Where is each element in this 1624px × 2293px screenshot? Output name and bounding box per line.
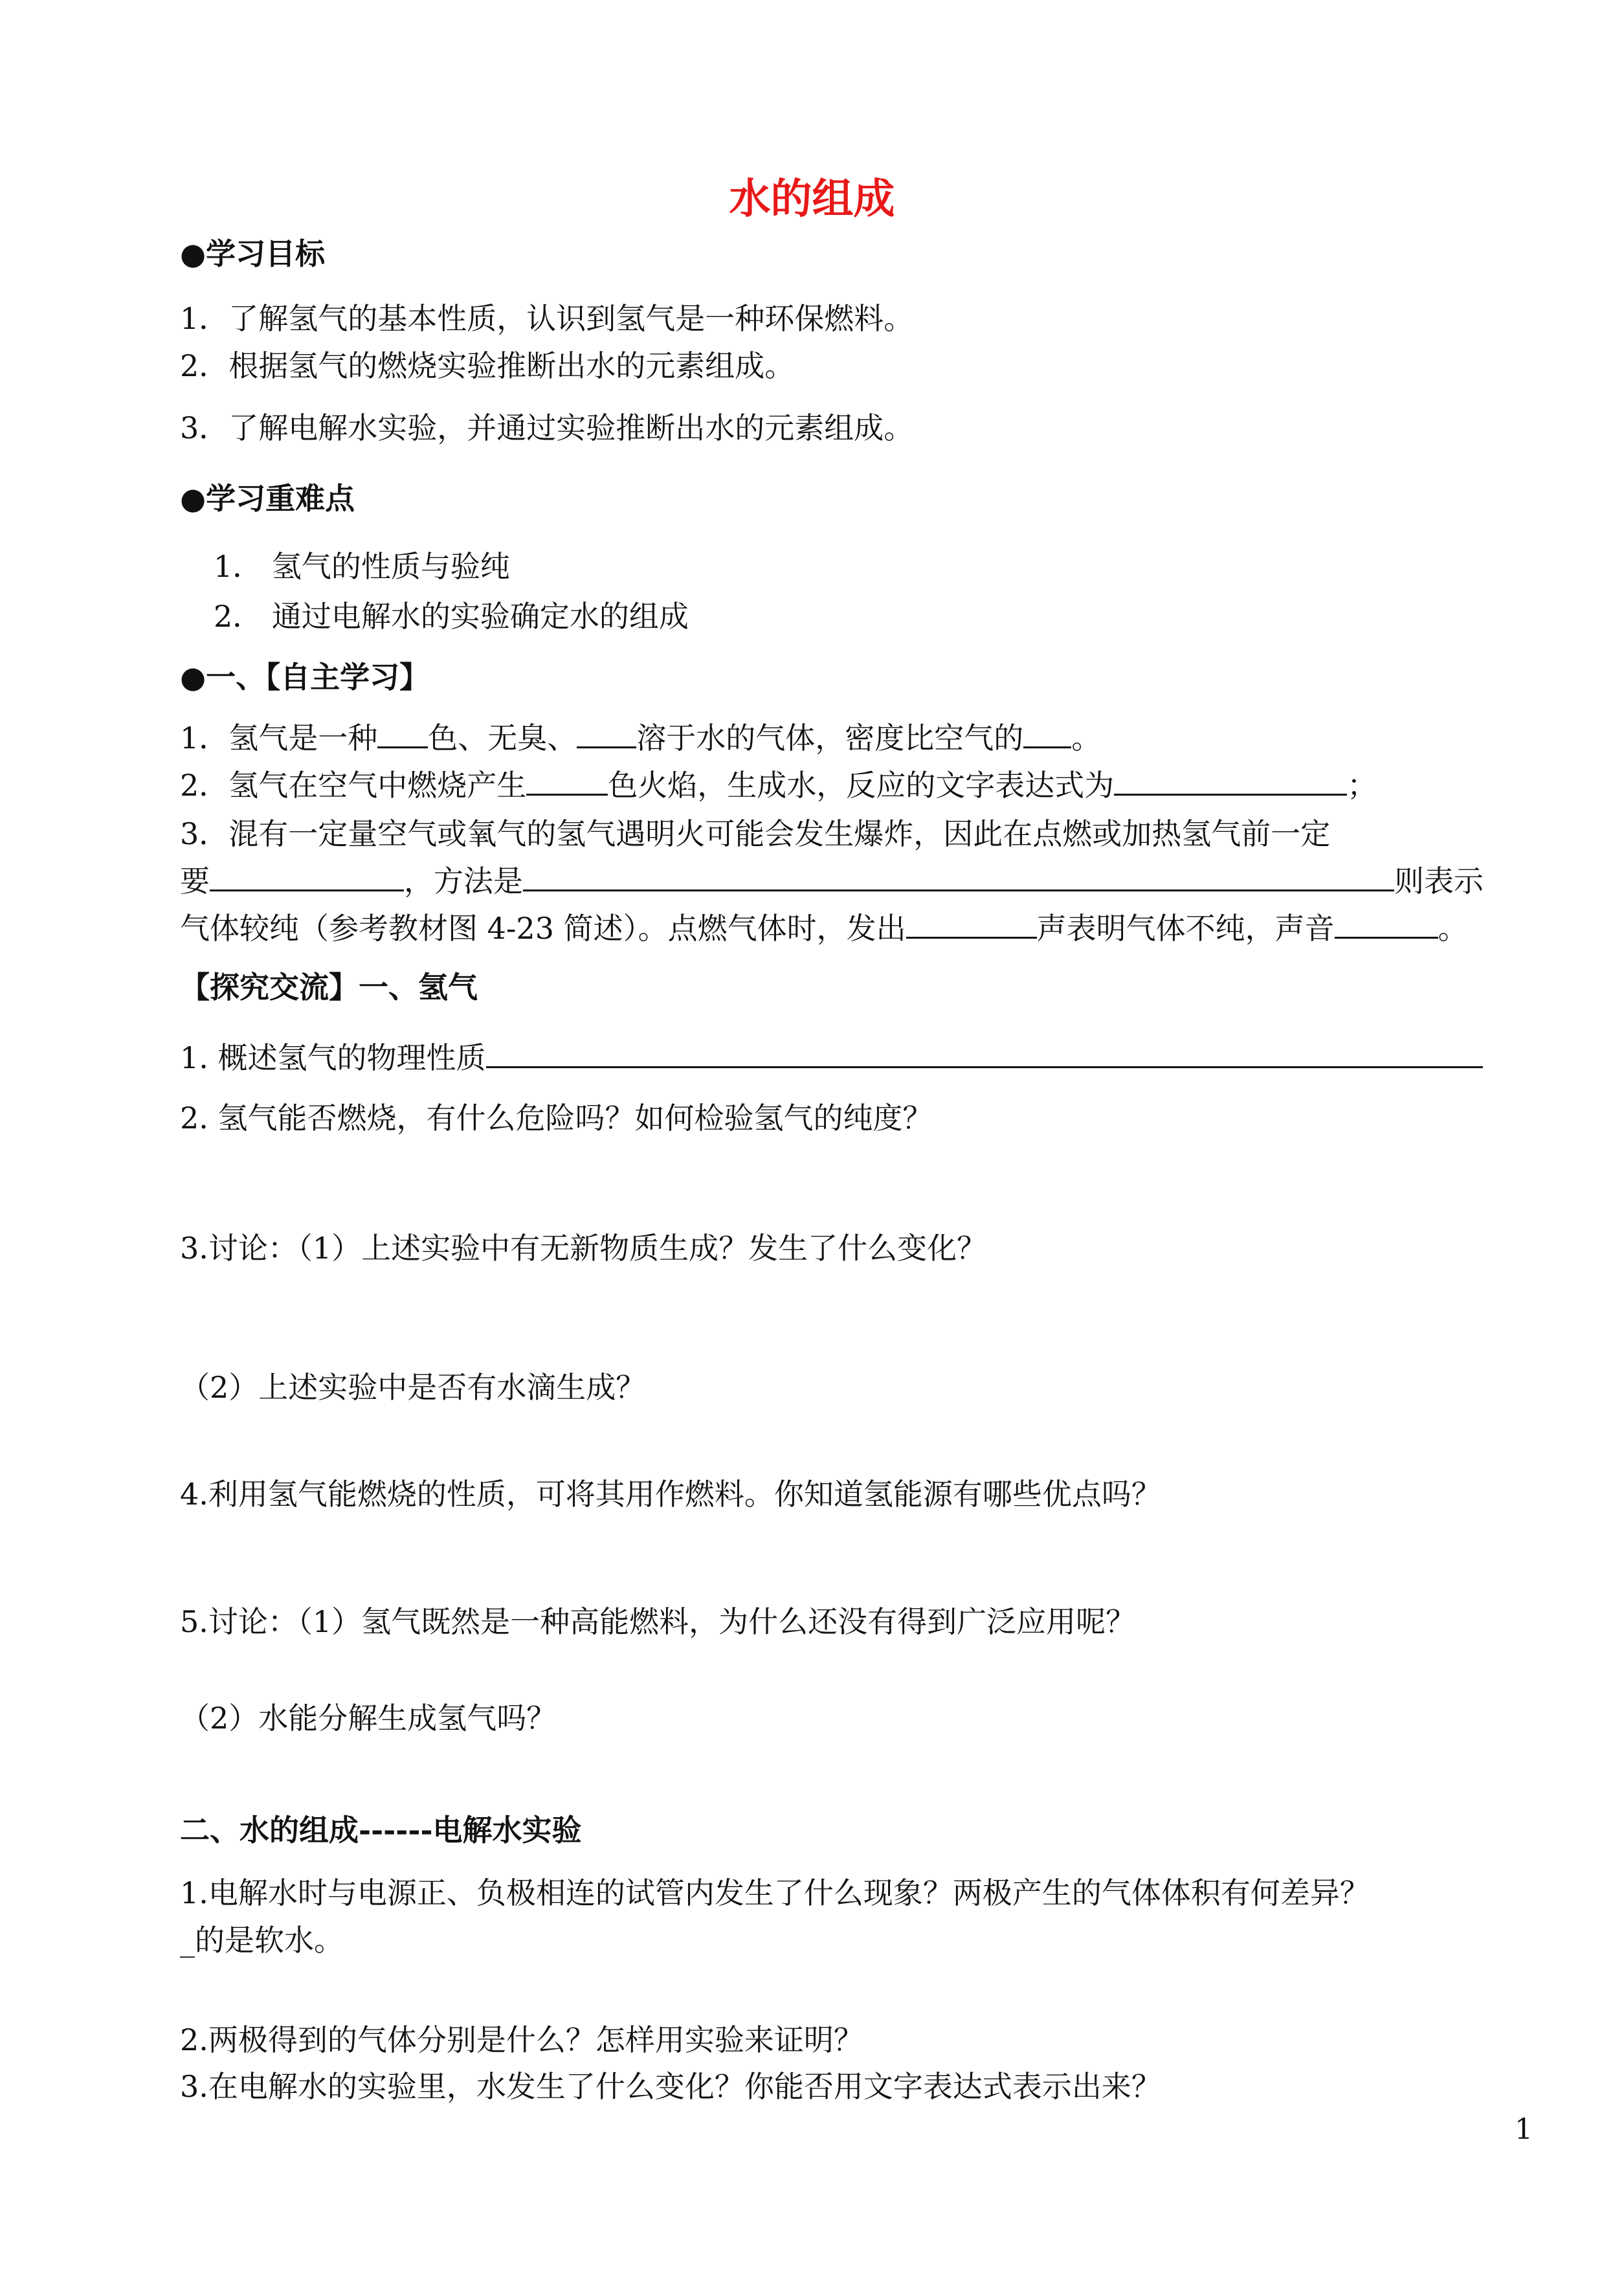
electrolysis-q2: 2.两极得到的气体分别是什么？怎样用实验来证明？ bbox=[180, 2022, 863, 2057]
electrolysis-q3: 3.在电解水的实验里，水发生了什么变化？你能否用文字表达式表示出来？ bbox=[180, 2069, 1161, 2104]
goal-item-3: 3．了解电解水实验，并通过实验推断出水的元素组成。 bbox=[180, 410, 914, 445]
q2-blank-word-equation[interactable] bbox=[1114, 766, 1347, 796]
q3-text-c: 则表示 bbox=[1394, 864, 1484, 899]
explore-q1-blank[interactable] bbox=[486, 1039, 1483, 1068]
self-study-q1 bbox=[180, 719, 1101, 757]
goals-heading: ●学习目标 bbox=[180, 236, 326, 271]
explore-q2: 2. 氢气能否燃烧，有什么危险吗？如何检验氢气的纯度？ bbox=[180, 1101, 933, 1135]
q2-text-a: 2．氢气在空气中燃烧产生 bbox=[180, 768, 527, 803]
goal-item-2: 2．根据氢气的燃烧实验推断出水的元素组成。 bbox=[180, 348, 795, 383]
keypoint-item-2: 2． 通过电解水的实验确定水的组成 bbox=[214, 599, 689, 634]
self-study-q2 bbox=[180, 766, 1377, 805]
q1-text-a: 1．氢气是一种 bbox=[180, 721, 378, 755]
page-title: 水的组成 bbox=[729, 175, 895, 223]
q2-text-c: ； bbox=[1347, 768, 1377, 803]
self-study-q3-line2 bbox=[180, 862, 1484, 900]
q3-blank-sound-impure[interactable] bbox=[906, 910, 1037, 939]
explore-q4: 4.利用氢气能燃烧的性质，可将其用作燃料。你知道氢能源有哪些优点吗？ bbox=[180, 1477, 1161, 1512]
q3-text-f: 。 bbox=[1438, 911, 1468, 946]
q3-text-e: 声表明气体不纯，声音 bbox=[1036, 911, 1335, 946]
q3-blank-purity-check[interactable] bbox=[210, 862, 404, 891]
electrolysis-q1: 1.电解水时与电源正、负极相连的试管内发生了什么现象？两极产生的气体体积有何差异？ bbox=[180, 1875, 1370, 1910]
q1-text-d: 。 bbox=[1071, 721, 1102, 755]
q3-blank-sound[interactable] bbox=[1335, 910, 1438, 939]
q1-blank-density[interactable] bbox=[1023, 719, 1071, 748]
explore-heading: 【探究交流】一、氢气 bbox=[180, 970, 478, 1005]
explore-q3: 3.讨论：（1）上述实验中有无新物质生成？发生了什么变化？ bbox=[180, 1231, 987, 1266]
q3-text-a: 要 bbox=[180, 864, 210, 899]
explore-q5b: （2）水能分解生成氢气吗？ bbox=[180, 1701, 557, 1736]
q2-text-b: 色火焰，生成水，反应的文字表达式为 bbox=[608, 768, 1115, 803]
explore-q1 bbox=[180, 1038, 1483, 1077]
page-number: 1 bbox=[1515, 2113, 1533, 2146]
q1-text-b: 色、无臭、 bbox=[428, 721, 577, 755]
electrolysis-heading: 二、水的组成------电解水实验 bbox=[180, 1813, 582, 1848]
q3-text-d: 气体较纯（参考教材图 4-23 简述）。点燃气体时，发出 bbox=[180, 911, 906, 946]
q3-blank-method[interactable] bbox=[523, 862, 1394, 891]
goal-item-1: 1．了解氢气的基本性质，认识到氢气是一种环保燃料。 bbox=[180, 301, 914, 336]
q1-blank-color[interactable] bbox=[377, 719, 428, 748]
q3-text-b: ，方法是 bbox=[404, 864, 523, 899]
self-study-heading: ●一、【自主学习】 bbox=[180, 660, 430, 695]
keypoints-heading: ●学习重难点 bbox=[180, 481, 355, 516]
explore-q3b: （2）上述实验中是否有水滴生成？ bbox=[180, 1370, 646, 1405]
self-study-q3-line1: 3．混有一定量空气或氧气的氢气遇明火可能会发生爆炸，因此在点燃或加热氢气前一定 bbox=[180, 816, 1331, 851]
explore-q1-text: 1. 概述氢气的物理性质 bbox=[180, 1040, 486, 1075]
explore-q5: 5.讨论：（1）氢气既然是一种高能燃料，为什么还没有得到广泛应用呢？ bbox=[180, 1604, 1136, 1639]
electrolysis-q1b: _的是软水。 bbox=[180, 1923, 344, 1958]
keypoint-item-1: 1． 氢气的性质与验纯 bbox=[214, 549, 510, 584]
q2-blank-flame-color[interactable] bbox=[526, 766, 608, 796]
q1-text-c: 溶于水的气体，密度比空气的 bbox=[636, 721, 1024, 755]
q1-blank-solubility[interactable] bbox=[577, 719, 636, 748]
self-study-q3-line3 bbox=[180, 909, 1468, 948]
